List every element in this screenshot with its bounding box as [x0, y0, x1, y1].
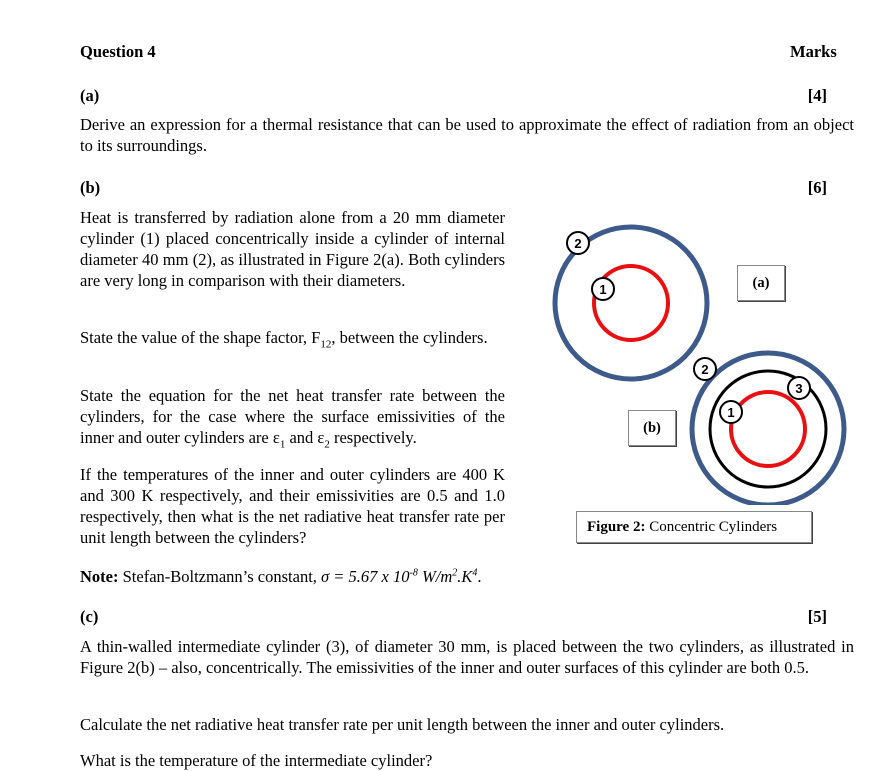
figure-a-marker-1 — [592, 278, 614, 300]
part-b-label: (b) — [80, 178, 101, 197]
figure-a-marker-2 — [567, 232, 589, 254]
part-b-marks: [6] — [807, 178, 827, 197]
figure-b-marker-2 — [694, 358, 716, 380]
svg-text:1: 1 — [599, 282, 607, 297]
figure-label-a: (a) — [737, 265, 785, 301]
svg-text:1: 1 — [727, 405, 735, 420]
figure-caption: Figure 2: Concentric Cylinders — [576, 511, 812, 543]
part-c-marks: [5] — [807, 607, 827, 626]
part-b-paragraph-2: State the value of the shape factor, $F_{12}$, between the cylinders. — [80, 328, 488, 351]
figure-label-b: (b) — [628, 410, 676, 446]
figure-b-marker-1 — [720, 401, 742, 423]
part-c-paragraph-1: A thin-walled intermediate cylinder (3), of diameter 30 mm, is placed between the two cylinders, as illustrated in Figure 2(b) – also, concentrically. The emissivities of the inner and outer surfaces of this cylinder are both 0.5. — [80, 637, 854, 677]
svg-text:3: 3 — [795, 381, 803, 396]
part-c-paragraph-3: What is the temperature of the intermediate cylinder? — [80, 751, 433, 770]
part-a-label: (a) — [80, 86, 100, 105]
concentric-cylinders-figure — [540, 205, 860, 505]
figure-a-inner-cylinder — [594, 266, 668, 340]
figure-b-inner-cylinder — [731, 392, 805, 466]
svg-text:2: 2 — [701, 362, 709, 377]
part-b-paragraph-3: State the equation for the net heat transfer rate between the cylinders, for the case where the surface emissivities of the inner and outer cylinders are $\varepsilon_1$ and $\varepsilon_2$ respectively. — [80, 386, 505, 451]
part-b-paragraph-4: If the temperatures of the inner and outer cylinders are 400 K and 300 K respectively, and their emissivities are 0.5 and 1.0 respectively, then what is the net radiative heat transfer rate per unit length between the cylinders? — [80, 465, 505, 547]
part-c-label: (c) — [80, 607, 99, 626]
part-a-marks: [4] — [807, 86, 827, 105]
svg-text:2: 2 — [574, 236, 582, 251]
stefan-boltzmann-note: Note: Stefan-Boltzmann’s constant, σ = 5.67 x $10^{-8}$ $W/m^2.K^4$. — [80, 567, 482, 586]
part-c-paragraph-2: Calculate the net radiative heat transfer rate per unit length between the inner and outer cylinders. — [80, 715, 725, 734]
question-title: Question 4 — [80, 42, 156, 61]
figure-b-marker-3 — [788, 377, 810, 399]
part-a-text: Derive an expression for a thermal resistance that can be used to approximate the effect of radiation from an object to its surroundings. — [80, 115, 854, 155]
marks-header: Marks — [790, 42, 837, 61]
part-b-paragraph-1: Heat is transferred by radiation alone from a 20 mm diameter cylinder (1) placed concentrically inside a cylinder of internal diameter 40 mm (2), as illustrated in Figure 2(a). Both cylinders are very long in comparison with their diameters. — [80, 208, 505, 290]
